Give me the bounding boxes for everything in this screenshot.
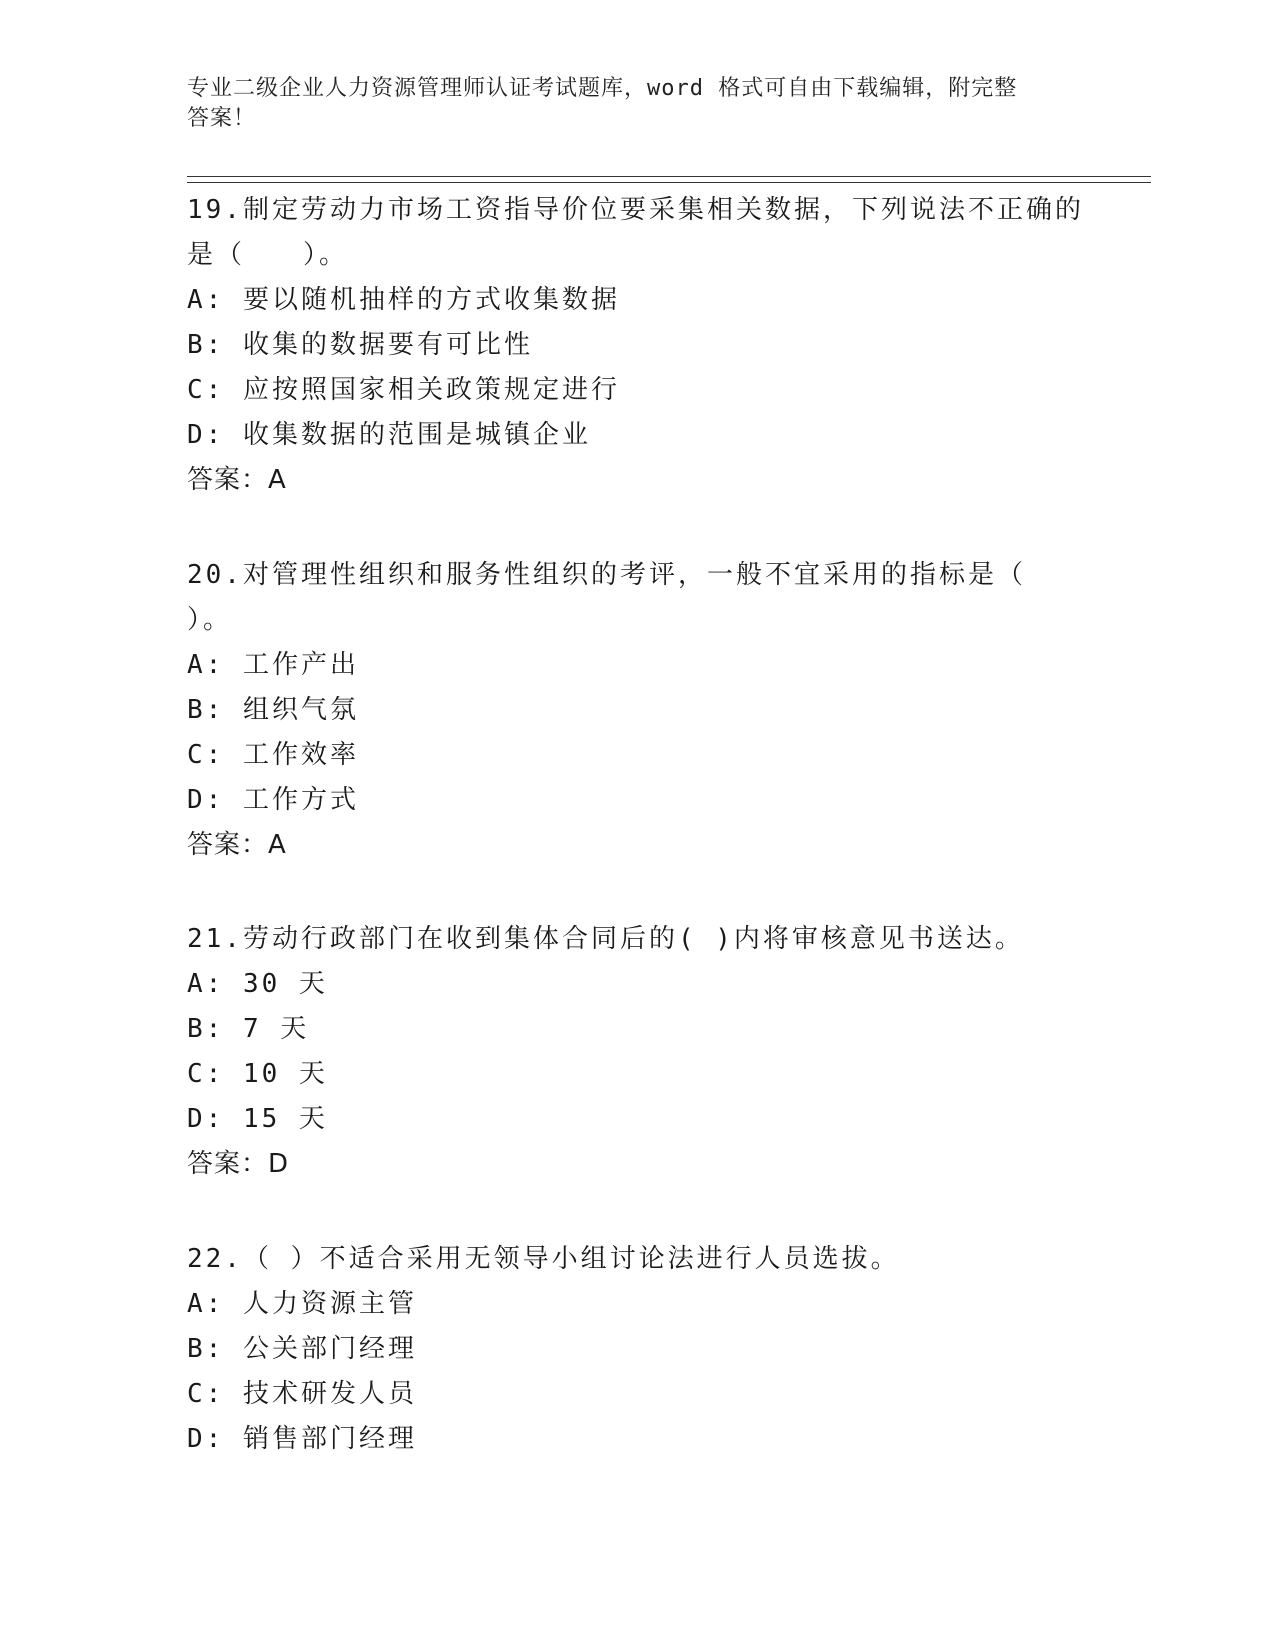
option-c: C: 工作效率 xyxy=(187,740,359,770)
option-c: C: 技术研发人员 xyxy=(187,1379,417,1409)
option-d: D: 收集数据的范围是城镇企业 xyxy=(187,420,591,450)
option-a: A: 30 天 xyxy=(187,969,328,999)
question-22 xyxy=(187,1237,1087,1462)
option-a: A: 要以随机抽样的方式收集数据 xyxy=(187,285,620,315)
header-line-1: 专业二级企业人力资源管理师认证考试题库，word 格式可自由下载编辑，附完整 xyxy=(187,76,1018,101)
option-b: B: 7 天 xyxy=(187,1014,310,1044)
header-divider-bottom xyxy=(187,182,1151,183)
option-b: B: 收集的数据要有可比性 xyxy=(187,330,533,360)
option-d: D: 工作方式 xyxy=(187,785,359,815)
option-a: A: 人力资源主管 xyxy=(187,1289,417,1319)
option-c: C: 10 天 xyxy=(187,1059,328,1089)
question-stem: 22.（ ）不适合采用无领导小组讨论法进行人员选拔。 xyxy=(187,1244,900,1274)
question-19 xyxy=(187,188,1087,503)
answer-label: 答案：A xyxy=(187,465,287,495)
option-b: B: 组织气氛 xyxy=(187,695,359,725)
question-21 xyxy=(187,917,1087,1187)
header-divider-top xyxy=(187,176,1151,177)
option-b: B: 公关部门经理 xyxy=(187,1334,417,1364)
document-header xyxy=(187,74,1067,134)
option-c: C: 应按照国家相关政策规定进行 xyxy=(187,375,620,405)
question-stem: 19.制定劳动力市场工资指导价位要采集相关数据，下列说法不正确的 xyxy=(187,195,1084,225)
question-stem: 21.劳动行政部门在收到集体合同后的( )内将审核意见书送达。 xyxy=(187,924,1024,954)
option-d: D: 销售部门经理 xyxy=(187,1424,417,1454)
option-a: A: 工作产出 xyxy=(187,650,359,680)
question-stem-continued: ）。 xyxy=(187,605,233,635)
question-stem: 20.对管理性组织和服务性组织的考评，一般不宜采用的指标是（ xyxy=(187,560,1026,590)
option-d: D: 15 天 xyxy=(187,1104,328,1134)
header-line-2: 答案！ xyxy=(187,106,257,131)
answer-label: 答案：A xyxy=(187,830,287,860)
answer-label: 答案：D xyxy=(187,1149,290,1179)
question-20 xyxy=(187,553,1087,868)
question-stem-continued: 是（ ）。 xyxy=(187,240,349,270)
